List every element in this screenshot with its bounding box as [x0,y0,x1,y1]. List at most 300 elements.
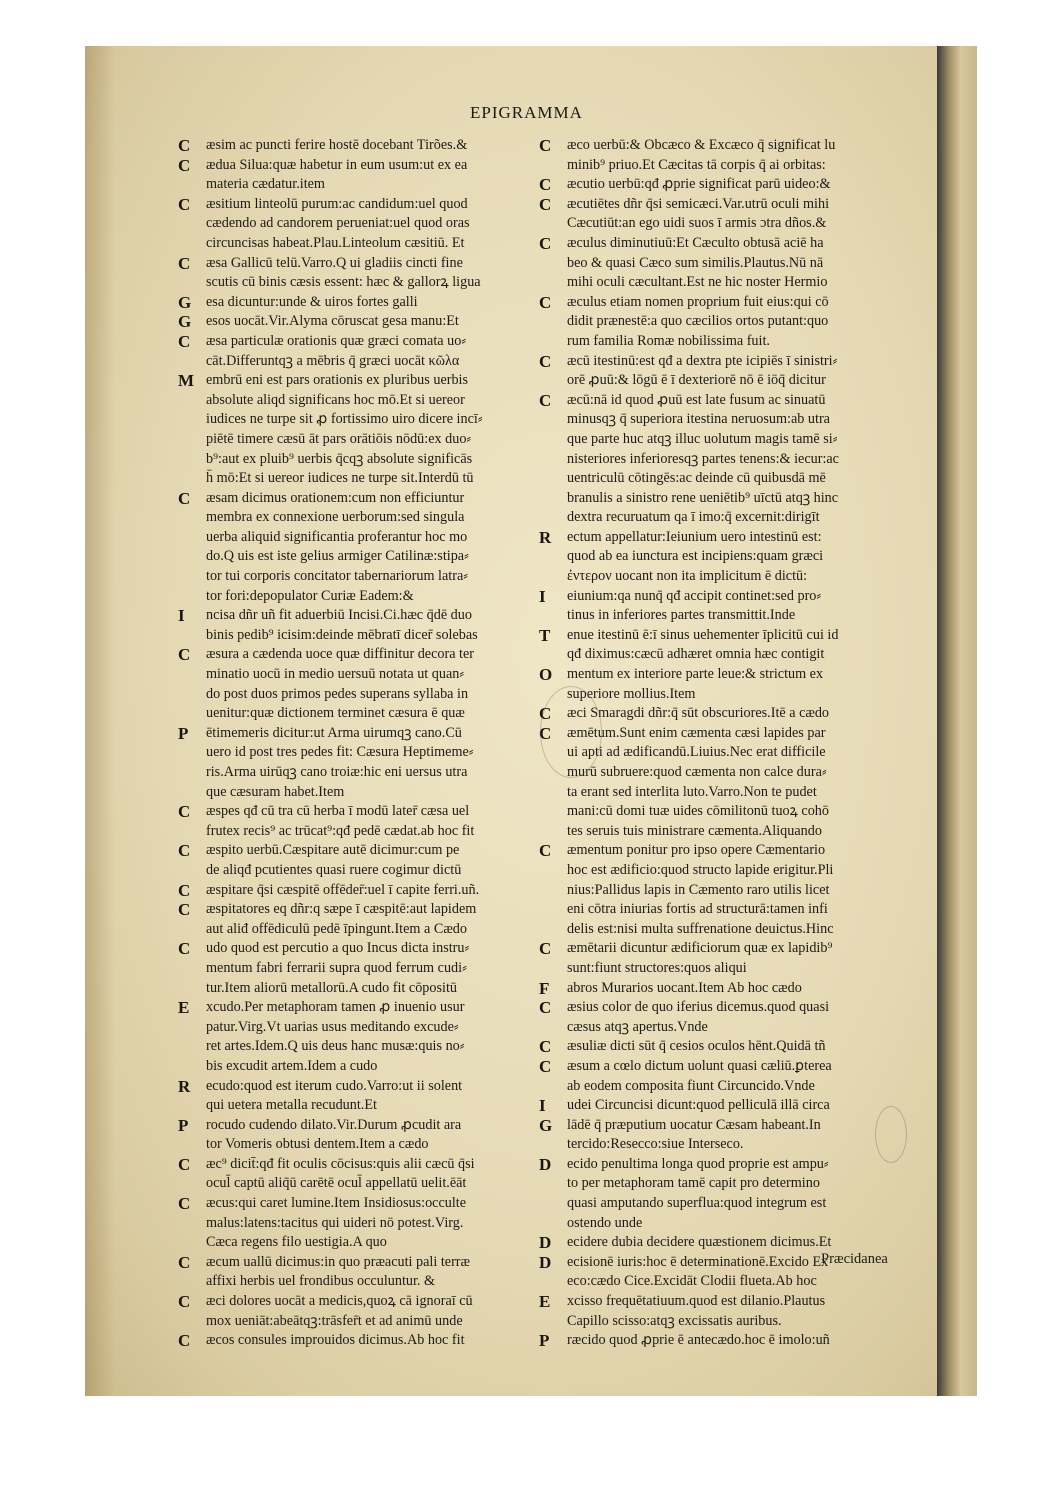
text-line [539,567,894,587]
text-line [539,508,894,528]
text-line [539,1037,894,1057]
text-line [178,508,530,528]
line-text: ocul̄ captū aliq̄ū carētē ocul̄ appellatū uelit.ēāt [206,1175,467,1192]
line-text: æci Smaragdi dñr:q̄ sūt obscuriores.Itē a cædo [567,705,830,722]
text-line [178,920,530,940]
line-text: æsim ac puncti ferire hostē docebant Tirões.& [206,137,468,153]
text-line [178,802,530,822]
text-line [539,430,894,450]
marginal-initial: C [178,900,191,920]
marginal-initial: E [178,998,190,1018]
marginal-initial: P [539,1331,550,1351]
line-text: qui uetera metalla recudunt.Et [206,1097,377,1114]
text-line [178,900,530,920]
marginal-initial: C [539,723,552,743]
marginal-initial: C [178,194,191,214]
line-text: æcos consules improuidos dicimus.Ab hoc fit [206,1332,465,1349]
text-line [539,156,894,176]
text-line [539,822,894,842]
line-text: uenitur:quæ dictionem terminet cæsura ē quæ [206,705,465,722]
line-text: didit prænestē:a quo cæcilios ortos putant:quo [567,313,829,330]
text-line [178,1077,530,1097]
text-line [178,1037,530,1057]
line-text: malus:latens:tacitus qui uideri nō potest.Virg. [206,1214,464,1231]
text-line [539,1057,894,1077]
line-text: æcutiētes dñr q̄si semicæci.Var.utrū oculi mihi [567,195,830,212]
line-text: embrū eni est pars orationis ex pluribus uerbis [206,372,469,389]
line-text: æculus diminutiuū:Et Cæculto obtusā aciē ha [567,234,824,251]
line-text: do post duos primos pedes superans syllaba in [206,685,469,702]
line-text: æci dolores uocāt a medicis,quoꝝ cā ignoraī cū [206,1293,473,1310]
line-text: æspito uerbū.Cæspitare autē dicimur:cum pe [206,842,460,859]
line-text: mentum fabri ferrarii supra quod ferrum cudi⸗ [206,959,467,976]
text-line [178,979,530,999]
text-line [178,371,530,391]
line-text: piētē timere cæsū āt pars orātiōis nōdū:ex duo⸗ [206,430,472,447]
line-text: tinus in inferiores partes transmittit.Inde [567,607,796,624]
text-line [178,783,530,803]
text-line [539,861,894,881]
marginal-initial: C [539,351,552,371]
line-text: iudices ne turpe sit ꝓ fortissimo uiro dicere incī⸗ [206,411,483,428]
line-text: dextra recuruatum qa ī imo:q̄ excernit:dirigīt [567,509,820,526]
text-line [178,1253,530,1273]
marginal-initial: C [539,390,552,410]
line-text: ētimemeris dicitur:ut Arma uirumqꝫ cano.Cū [206,724,462,741]
text-line [178,763,530,783]
line-text: minatio uocū in medio uersuū notata ut quan⸗ [206,666,465,683]
marginal-initial: I [539,1096,546,1116]
line-text: ecidere dubia decidere quæstionem dicimus.Et [567,1234,832,1251]
text-line [178,1155,530,1175]
line-text: ræcido quod ꝓprie ē antecædo.hoc ē imolo:uñ [567,1332,830,1349]
line-text: ecido penultima longa quod proprie est ampu⸗ [567,1155,829,1172]
line-text: aut aliđ offēdiculū pedē īpingunt.Item a Cædo [206,920,467,937]
line-text: patur.Virg.Vt uarias usus meditando excude⸗ [206,1018,459,1035]
text-line [178,959,530,979]
line-text: æcū:nā id quod ꝓuū est late fusum ac sinuatū [567,391,826,408]
text-line [178,528,530,548]
line-text: cāt.Differuntqꝫ a mēbris q̄ græci uocāt κῶλα [206,352,460,369]
pencil-mark [540,686,602,778]
left-column [178,136,530,1351]
text-line [539,1194,894,1214]
text-line [539,1312,894,1332]
text-line [539,1233,894,1253]
text-line [539,881,894,901]
line-text: mani:cū domi tuæ uides cōmilitonū tuoꝝ cohō [567,803,829,820]
line-text: æsitium linteolū purum:ac candidum:uel quod [206,195,468,212]
text-line [539,802,894,822]
line-text: ecudo:quod est iterum cudo.Varro:ut ii solent [206,1077,463,1094]
line-text: uerba aliquid significantia proferantur hoc mo [206,528,468,545]
text-line [178,1135,530,1155]
text-line [539,136,894,156]
line-text: æsa particulæ orationis quæ græci comata uo⸗ [206,332,467,349]
line-text: Cæca regens filo uestigia.A quo [206,1234,387,1251]
line-text: xcisso frequētatiuum.quod est dilanio.Plautus [567,1293,826,1310]
marginal-initial: C [539,998,552,1018]
marginal-initial: I [539,586,546,606]
line-text: æspitatores eq dñr:q sæpe ī cæspitē:aut lapidem [206,901,477,918]
line-text: nius:Pallidus lapis in Cæmento raro utilis licet [567,881,830,898]
marginal-initial: C [539,1037,552,1057]
text-line [178,606,530,626]
text-line [539,1331,894,1351]
line-text: rocudo cudendo dilato.Vir.Durum ꝓcudit ara [206,1116,462,1133]
text-line [539,1155,894,1175]
line-text: que parte huc atqꝫ illuc uolutum magis tamē si⸗ [567,430,838,447]
text-line [539,900,894,920]
text-line [539,783,894,803]
line-text: mentum ex interiore parte leue:& strictum ex [567,666,824,683]
line-text: do.Q uis est iste gelius armiger Catilinæ:stipa⸗ [206,548,469,565]
line-text: esa dicuntur:unde & uiros fortes galli [206,293,418,310]
line-text: tor fori:depopulator Curiæ Eadem:& [206,587,414,604]
text-line [178,1194,530,1214]
marginal-initial: C [539,136,552,155]
marginal-initial: C [178,841,191,861]
running-head: EPIGRAMMA [470,103,583,122]
text-line [178,410,530,430]
text-line [178,665,530,685]
line-text: affixi herbis uel frondibus occuluntur. & [206,1273,436,1290]
line-text: materia cædatur.item [206,176,325,193]
text-line [539,665,894,685]
line-text: quod ab ea iunctura est incipiens:quam græci [567,548,824,565]
marginal-initial: C [178,802,191,822]
text-line [178,273,530,293]
text-line [539,763,894,783]
text-line [539,1077,894,1097]
text-line [178,567,530,587]
line-text: Capillo scisso:atqꝫ excissatis auribus. [567,1312,782,1329]
text-line [178,391,530,411]
catchword: Præcidanea [821,1251,888,1267]
text-line [539,841,894,861]
line-text: æc⁹ dicit̄:qđ fit oculis cōcisus:quis alii cæcū q̄si [206,1155,475,1172]
text-line [178,489,530,509]
text-line [539,1292,894,1312]
text-line [539,998,894,1018]
line-text: æco uerbū:& Obcæco & Excæco q̄ significat lu [567,137,836,153]
text-line [178,1174,530,1194]
text-line [539,1135,894,1155]
text-line [539,1018,894,1038]
marginal-initial: G [178,312,192,332]
line-text: ncisa dñr uñ fit aduerbiū Incisi.Ci.hæc q̄dē duo [206,607,472,624]
text-line [539,626,894,646]
text-line [539,352,894,372]
text-line [178,1331,530,1351]
line-text: binis pedib⁹ icisim:deinde mēbratī dicer̄ solebas [206,626,478,643]
text-line [539,371,894,391]
line-text: superiore mollius.Item [567,685,696,702]
line-text: Cæcutiūt:an ego uidi suos ī armis ɔtra dños.& [567,215,827,232]
marginal-initial: C [178,1252,191,1272]
text-line [178,1292,530,1312]
line-text: æcutio uerbū:qđ ꝓprie significat parū uideo:& [567,176,831,193]
text-line [178,1096,530,1116]
text-line [539,1116,894,1136]
line-text: tercido:Resecco:siue Interseco. [567,1136,744,1153]
page-scan [85,46,977,1396]
line-text: æcus:qui caret lumine.Item Insidiosus:occulte [206,1195,467,1212]
line-text: eiunium:qa nunq̄ qđ accipit continet:sed pro⸗ [567,587,822,604]
text-line [539,959,894,979]
line-text: æsius color de quo iferius dicemus.quod quasi [567,999,830,1016]
line-text: delis est:nisi multa suffrenatione deuictus.Hinc [567,920,834,937]
text-line [178,1312,530,1332]
line-text: ectum appellatur:Ieiunium uero intestinū est: [567,528,822,545]
marginal-initial: M [178,371,195,391]
text-line [539,1174,894,1194]
text-line [178,214,530,234]
text-line [539,332,894,352]
line-text: eni cōtra iniurias fortis ad structurā:tamen infi [567,901,828,918]
marginal-initial: C [539,1056,552,1076]
marginal-initial: G [539,1115,553,1135]
line-text: membra ex connexione uerborum:sed singula [206,509,465,526]
text-line [539,254,894,274]
marginal-initial: C [178,1194,191,1214]
text-line [178,430,530,450]
line-text: udo quod est percutio a quo Incus dicta instru⸗ [206,940,470,957]
marginal-initial: C [539,704,552,724]
text-line [539,175,894,195]
line-text: sunt:fiunt structores:quos aliqui [567,959,747,976]
marginal-initial: D [539,1154,552,1174]
line-text: absolute aliqd significans hoc mō.Et si uereor [206,391,465,408]
text-line [539,645,894,665]
line-text: uero id post tres pedes fit: Cæsura Heptimeme⸗ [206,744,474,761]
text-line [539,1272,894,1292]
line-text: æsa Gallicū telū.Varro.Q ui gladiis cincti fine [206,254,463,271]
line-text: rum familia Romæ nobilissima fuit. [567,332,770,349]
marginal-initial: E [539,1292,551,1312]
marginal-initial: G [178,292,192,312]
line-text: ui apti ad ædificandū.Liuius.Nec erat difficile [567,744,826,761]
line-text: æculus etiam nomen proprium fuit eius:qui cō [567,293,829,310]
line-text: minib⁹ priuo.Et Cæcitas tā corpis q̄ ai orbitas: [567,156,826,173]
text-line [178,822,530,842]
text-line [539,469,894,489]
text-line [178,1272,530,1292]
text-line [539,312,894,332]
line-text: scutis cū binis cæsis essent: hæc & gallorꝝ ligua [206,274,481,291]
line-text: æsum a cœlo dictum uolunt quasi cæliū.ꝑterea [567,1057,832,1074]
text-line [539,528,894,548]
text-line [178,724,530,744]
line-text: ris.Arma uirūqꝫ cano troiæ:hic eni uersus utra [206,764,468,780]
line-text: tor Vomeris obtusi dentem.Item a cædo [206,1136,429,1153]
line-text: ædua Silua:quæ habetur in eum usum:ut ex ea [206,156,468,173]
text-line [178,685,530,705]
text-line [178,939,530,959]
text-line [539,391,894,411]
text-line [178,547,530,567]
line-text: frutex recis⁹ ac trūcat⁹:qđ pedē cædat.ab hoc fit [206,822,475,839]
text-line [178,195,530,215]
line-text: æcū itestinū:est qđ a dextra pte icipiēs ī sinistri⸗ [567,352,838,369]
text-line [178,861,530,881]
text-line [178,450,530,470]
line-text: ecisionē iuris:hoc ē determinationē.Excido Ex [567,1253,829,1270]
marginal-initial: I [178,606,185,626]
marginal-initial: C [178,331,191,351]
text-line [539,587,894,607]
text-line [178,352,530,372]
line-text: mox ueniāt:abeātqꝫ:trāsfer̄t et ad animū unde [206,1312,463,1329]
marginal-initial: P [178,723,189,743]
marginal-initial: F [539,978,550,998]
line-text: murū subruere:quod cæmenta non calce dura⸗ [567,764,827,780]
text-line [178,998,530,1018]
text-line [539,214,894,234]
text-line [539,1096,894,1116]
text-line [178,1116,530,1136]
marginal-initial: O [539,665,553,685]
line-text: æcum uallū dicimus:in quo præacuti pali terræ [206,1253,470,1270]
text-line [178,234,530,254]
line-text: mihi oculi cæcultant.Est ne hic noster Hermio [567,274,828,291]
line-text: æmētum.Sunt enim cæmenta cæsi lapides par [567,724,826,741]
line-text: branulis a sinistro rene ueniētib⁹ uīctū atqꝫ hinc [567,489,839,506]
text-line [539,273,894,293]
line-text: to per metaphoram tamē capit pro determino [567,1175,820,1192]
text-line [178,1233,530,1253]
text-line [539,547,894,567]
pencil-mark [875,1106,907,1163]
text-line [178,1214,530,1234]
line-text: cæsus atqꝫ apertus.Vnde [567,1018,708,1035]
line-text: enue itestinū ē:ī sinus uehementer īplicitū cui id [567,626,839,643]
text-line [539,606,894,626]
line-text: udei Circuncisi dicunt:quod pelliculā illā circa [567,1097,830,1114]
marginal-initial: C [178,488,191,508]
line-text: circuncisas habeat.Plau.Linteolum cæsitiū. Et [206,234,465,251]
line-text: tur.Item aliorū metallorū.A cudo fit cōpositū [206,979,457,996]
line-text: quasi amputando superflua:quod integrum est [567,1195,827,1212]
text-line [539,195,894,215]
line-text: hoc est ædificio:quod structo lapide erigitur.Pli [567,861,834,878]
line-text: que cæsuram habet.Item [206,783,345,800]
marginal-initial: R [178,1076,191,1096]
line-text: æmentum ponitur pro ipso opere Cæmentario [567,842,826,859]
line-text: eco:cædo Cice.Excidāt Clodii flueta.Ab hoc [567,1273,817,1290]
line-text: orē ꝓuū:& lōgū ē ī dexteriorē nō ē iōq̄ dicitur [567,372,826,389]
line-text: æsura a cædenda uoce quæ diffinitur decora ter [206,646,475,663]
marginal-initial: C [539,233,552,253]
text-line [539,450,894,470]
marginal-initial: C [178,136,191,155]
text-line [178,1018,530,1038]
marginal-initial: R [539,527,552,547]
text-line [178,645,530,665]
marginal-initial: C [178,1292,191,1312]
line-text: minusqꝫ q̄ superiora itestina neruosum:ab utra [567,411,830,428]
text-line [539,920,894,940]
line-text: esos uocāt.Vir.Alyma cōruscat gesa manu:Et [206,313,459,330]
text-line [539,489,894,509]
marginal-initial: C [539,841,552,861]
line-text: æspes qđ cū tra cū herba ī modū later̄ cæsa uel [206,803,470,820]
line-text: ostendo unde [567,1214,643,1231]
line-text: nisteriores inferioresqꝫ partes tenens:& iecur:ac [567,450,839,467]
marginal-initial: C [178,1154,191,1174]
facing-page-edge [937,46,977,1396]
text-line [178,1057,530,1077]
line-text: uentriculū cōtingēs:ac deinde cū quibusdā mē [567,470,826,487]
text-line [178,293,530,313]
text-line [178,136,530,156]
marginal-initial: C [178,1331,191,1351]
marginal-initial: P [178,1115,189,1135]
line-text: beo & quasi Cæco sum similis.Plautus.Nū nā [567,254,824,271]
marginal-initial: T [539,625,551,645]
marginal-initial: C [178,253,191,273]
text-line [539,1214,894,1234]
line-text: lādē q̄ præputium uocatur Cæsam habeant.In [567,1116,821,1133]
text-line [178,881,530,901]
text-line [178,469,530,489]
line-text: ἐντερον uocant non ita implicitum ē dictū: [567,568,808,585]
text-line [178,841,530,861]
text-line [539,939,894,959]
text-line [539,234,894,254]
marginal-initial: C [178,939,191,959]
text-line [178,743,530,763]
line-text: tes seruis tuis ministrare cæmenta.Aliquando [567,822,822,839]
marginal-initial: C [178,155,191,175]
text-line [178,254,530,274]
marginal-initial: C [178,880,191,900]
text-line [178,156,530,176]
marginal-initial: C [539,194,552,214]
line-text: tor tui corporis concitator tabernariorum latra⸗ [206,568,468,585]
text-line [178,626,530,646]
line-text: bis excudit artem.Idem a cudo [206,1057,378,1074]
marginal-initial: C [178,645,191,665]
text-line [539,410,894,430]
line-text: abros Murarios uocant.Item Ab hoc cædo [567,979,802,996]
text-line [178,332,530,352]
marginal-initial: C [539,175,552,195]
line-text: ret artes.Idem.Q uis deus hanc musæ:quis no⸗ [206,1038,465,1055]
marginal-initial: D [539,1252,552,1272]
marginal-initial: C [539,939,552,959]
text-line [539,979,894,999]
line-text: ta erant sed interlita luto.Varro.Non te pudet [567,783,817,800]
line-text: b⁹:aut ex pluib⁹ uerbis q̄cqꝫ absolute significās [206,450,473,467]
line-text: æmētarii dicuntur ædificiorum quæ ex lapidib⁹ [567,940,833,957]
line-text: qđ diximus:cæcū adhæret omnia hæc contigit [567,646,825,663]
line-text: æsam dicimus orationem:cum non efficiuntur [206,489,465,506]
text-line [178,312,530,332]
line-text: h̄ mō:Et si uereor iudices ne turpe sit.Interdū tū [206,470,474,487]
line-text: cædendo ad candorem perueniat:uel quod oras [206,215,470,232]
text-line [178,704,530,724]
text-line [178,587,530,607]
marginal-initial: C [539,292,552,312]
text-line [178,175,530,195]
marginal-initial: D [539,1233,552,1253]
line-text: ab eodem composita fiunt Circuncido.Vnde [567,1077,815,1094]
line-text: æspitare q̄si cæspitē offēder̄:uel ī capite ferri.uñ. [206,881,480,898]
line-text: de aliqđ pcutientes quasi ruere cogimur dictū [206,861,462,878]
line-text: æsuliæ dicti sūt q̄ cesios oculos hēnt.Quidā tñ [567,1038,826,1055]
text-line [539,293,894,313]
